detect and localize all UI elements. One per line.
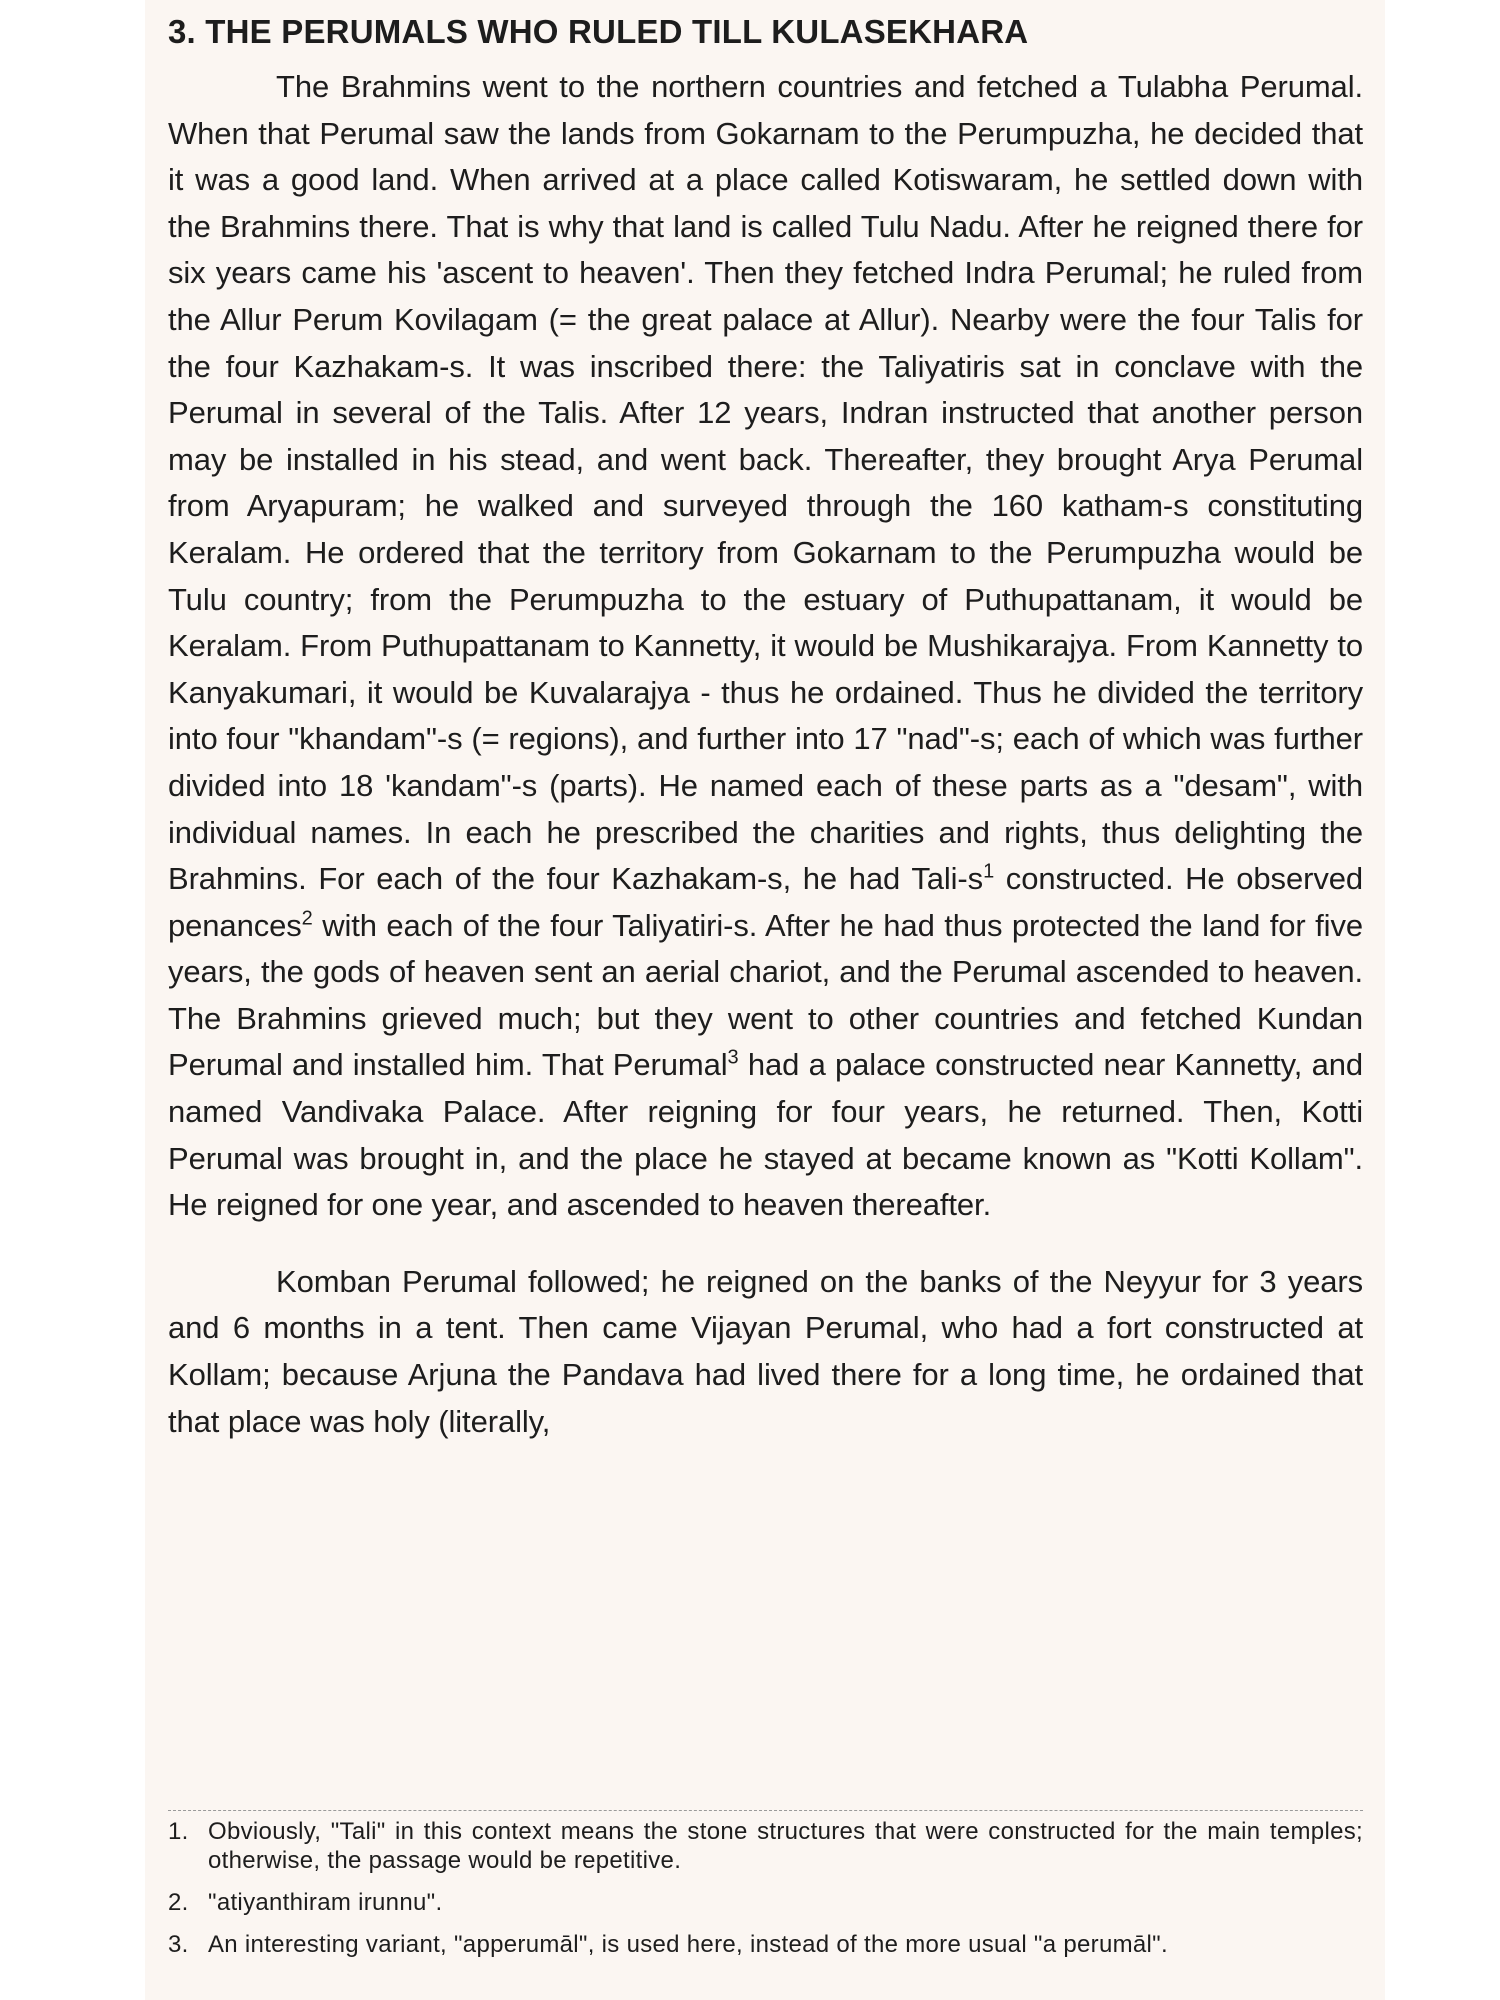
- footnotes: [168, 1817, 1363, 1972]
- footnote-text: "atiyanthiram irunnu".: [208, 1889, 443, 1916]
- paragraph-1: [168, 64, 1363, 1229]
- footnote-item: [168, 1817, 1363, 1875]
- footnote-ref-1[interactable]: 1: [983, 860, 995, 883]
- paragraph-text: Komban Perumal followed; he reigned on the banks of the Neyyur for 3 years and 6 months in a tent. Then came Vijayan Perumal, who had a fort constructed at Kollam; because Arjuna the Pandava had lived there for a long time, he ordained that that place was holy (literally,: [168, 1263, 1363, 1439]
- footnote-item: [168, 1888, 1363, 1917]
- footnote-ref-3[interactable]: 3: [727, 1047, 739, 1070]
- paragraph-text: with each of the four Taliyatiri-s. After he had thus protected the land for five years, the gods of heaven sent an aerial chariot, and the Perumal ascended to heaven. The Brahmins grieved much; but they went to other countries and fetched Kundan Perumal and installed him. That Perumal: [168, 907, 1363, 1083]
- footnote-item: [168, 1930, 1363, 1959]
- footnote-number: 1.: [168, 1818, 189, 1845]
- paragraph-text: had a palace constructed near Kannetty, and named Vandivaka Palace. After reigning for four years, he returned. Then, Kotti Perumal was brought in, and the place he stayed at became known as "Kotti Kollam". He reigned for one year, and ascended to heaven thereafter.: [168, 1047, 1363, 1223]
- footnote-text: Obviously, "Tali" in this context means the stone structures that were constructed for the main temples; otherwise, the passage would be repetitive.: [208, 1818, 1363, 1874]
- paragraph-2: [168, 1259, 1363, 1445]
- footnote-divider: [168, 1810, 1363, 1811]
- paragraph-text: constructed. He observed penances: [168, 861, 1363, 943]
- footnote-ref-2[interactable]: 2: [301, 907, 313, 930]
- footnote-number: 3.: [168, 1931, 189, 1958]
- footnote-text: An interesting variant, "apperumāl", is used here, instead of the more usual "a perumāl".: [208, 1931, 1168, 1958]
- footnote-number: 2.: [168, 1889, 189, 1916]
- page-content: [168, 10, 1363, 1445]
- paragraph-text: The Brahmins went to the northern countries and fetched a Tulabha Perumal. When that Perumal saw the lands from Gokarnam to the Perumpuzha, he decided that it was a good land. When arrived at a place called Kotiswaram, he settled down with the Brahmins there. That is why that land is called Tulu Nadu. After he reigned there for six years came his 'ascent to heaven'. Then they fetched Indra Perumal; he ruled from the Allur Perum Kovilagam (= the great palace at Allur). Nearby were the four Talis for the four Kazhakam-s. It was inscribed there: the Taliyatiris sat in conclave with the Perumal in several of the Talis. After 12 years, Indran instructed that another person may be installed in his stead, and went back. Thereafter, they brought Arya Perumal from Aryapuram; he walked and surveyed through the 160 katham-s constituting Keralam. He ordered that the territory from Gokarnam to the Perumpuzha would be Tulu country; from the Perumpuzha to the estuary of Puthupattanam, it would be Keralam. From Puthupattanam to Kannetty, it would be Mushikarajya. From Kannetty to Kanyakumari, it would be Kuvalarajya - thus he ordained. Thus he divided the territory into four "khandam"-s (= regions), and further into 17 "nad"-s; each of which was further divided into 18 'kandam"-s (parts). He named each of these parts as a "desam", with individual names. In each he prescribed the charities and rights, thus delighting the Brahmins. For each of the four Kazhakam-s, he had Tali-s: [168, 69, 1363, 897]
- chapter-heading: 3. THE PERUMALS WHO RULED TILL KULASEKHARA: [168, 13, 1029, 50]
